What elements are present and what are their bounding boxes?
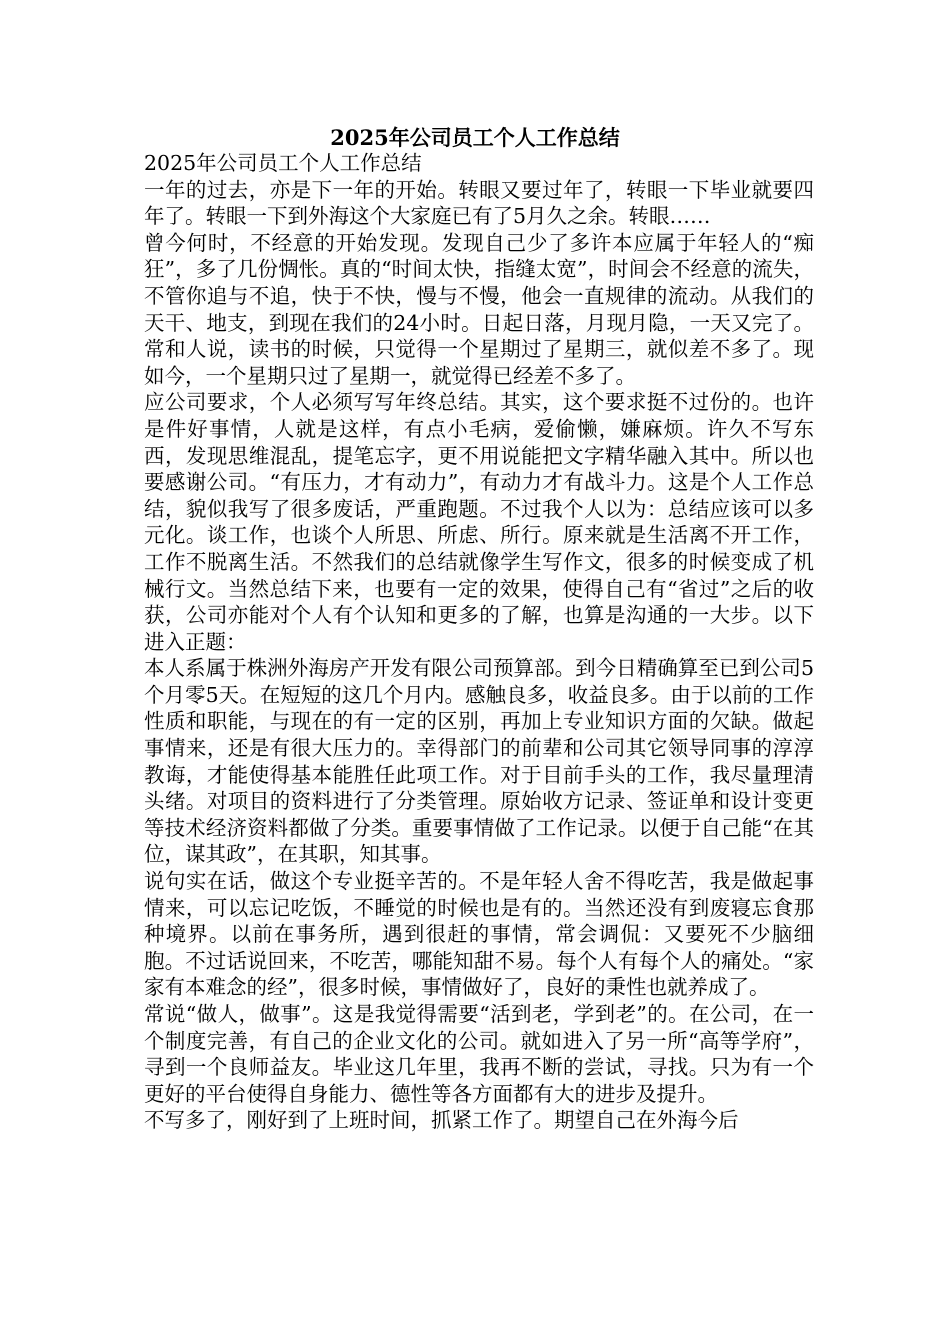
document-title: 2025年公司员工个人工作总结 — [330, 125, 620, 150]
intro-paragraph: 一年的过去，亦是下一年的开始。转眼又要过年了，转眼一下毕业就要四年了。转眼一下到外海这个大家庭已有了5月久之余。转眼…… — [144, 177, 814, 229]
closing-paragraph: 不写多了，刚好到了上班时间，抓紧工作了。期望自己在外海今后 — [144, 1108, 739, 1133]
time-reflection-paragraph: 曾今何时，不经意的开始发现。发现自己少了多许本应属于年轻人的“痴狂”，多了几份惆怅。真的“时间太快，指缝太宽”，时间会不经意的流失，不管你追与不追，快于不快，慢与不慢，他会一直规律的流动。从我们的天干、地支，到现在我们的24小时。日起日落，月现月隐，一天又完了。常和人说，读书的时候，只觉得一个星期过了星期三，就似差不多了。现如今，一个星期只过了星期一，就觉得已经差不多了。 — [144, 230, 814, 388]
subtitle-paragraph: 2025年公司员工个人工作总结 — [144, 151, 422, 175]
learning-paragraph: 常说“做人，做事”。这是我觉得需要“活到老，学到老”的。在公司，在一个制度完善，有自己的企业文化的公司。就如进入了另一所“高等学府”，寻到一个良师益友。毕业这几年里，我再不断的尝试，寻找。只为有一个更好的平台使得自身能力、德性等各方面都有大的进步及提升。 — [144, 1002, 814, 1106]
document-body — [144, 150, 814, 1134]
summary-purpose-paragraph: 应公司要求，个人必须写写年终总结。其实，这个要求挺不过份的。也许是件好事情，人就是这样，有点小毛病，爱偷懒，嫌麻烦。许久不写东西，发现思维混乱，提笔忘字，更不用说能把文字精华融入其中。所以也要感谢公司。“有压力，才有动力”，有动力才有战斗力。这是个人工作总结，貌似我写了很多废话，严重跑题。不过我个人以为：总结应该可以多元化。谈工作，也谈个人所思、所虑、所行。原来就是生活离不开工作，工作不脱离生活。不然我们的总结就像学生写作文，很多的时候变成了机械行文。当然总结下来，也要有一定的效果，使得自己有“省过”之后的收获，公司亦能对个人有个认知和更多的了解，也算是沟通的一大步。以下进入正题： — [144, 390, 814, 654]
hardship-paragraph: 说句实在话，做这个专业挺辛苦的。不是年轻人舍不得吃苦，我是做起事情来，可以忘记吃饭，不睡觉的时候也是有的。当然还没有到废寝忘食那种境界。以前在事务所，遇到很赶的事情，常会调侃：又要死不少脑细胞。不过话说回来，不吃苦，哪能知甜不易。每个人有每个人的痛处。“家家有本难念的经”，很多时候，事情做好了，良好的秉性也就养成了。 — [144, 869, 814, 1000]
work-situation-paragraph: 本人系属于株洲外海房产开发有限公司预算部。到今日精确算至已到公司5个月零5天。在短短的这几个月内。感触良多，收益良多。由于以前的工作性质和职能，与现在的有一定的区别，再加上专业知识方面的欠缺。做起事情来，还是有很大压力的。幸得部门的前辈和公司其它领导同事的淳淳教诲，才能使得基本能胜任此项工作。对于目前手头的工作，我尽量理清头绪。对项目的资料进行了分类管理。原始收方记录、签证单和设计变更等技术经济资料都做了分类。重要事情做了工作记录。以便于自己能“在其位，谋其政”，在其职，知其事。 — [144, 656, 814, 867]
